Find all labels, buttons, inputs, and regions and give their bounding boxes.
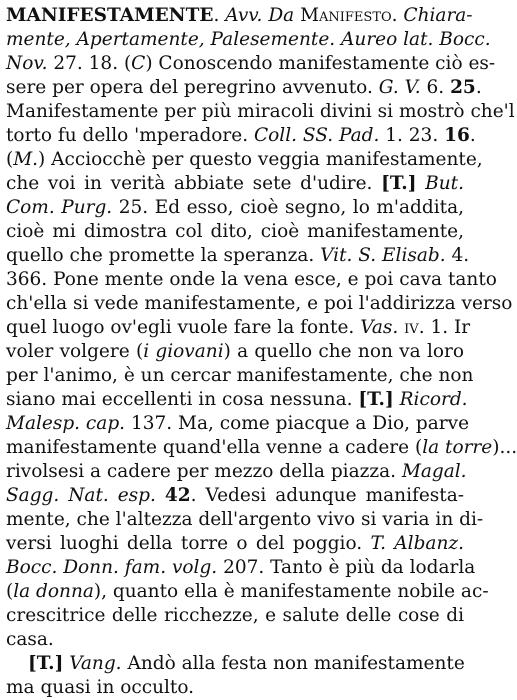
entry-text: Andò alla festa non manifestamente <box>121 653 465 674</box>
entry-text: G. V. <box>378 77 421 98</box>
entry-text: per l'animo, è un cercar manifestamente, che non <box>6 365 474 386</box>
entry-text <box>156 485 165 506</box>
entry-line <box>6 196 464 220</box>
entry-text: Magal. <box>401 461 467 482</box>
entry-text: ma quasi in occulto. <box>6 677 195 698</box>
entry-text: mente, che l'altezza dell'argento vivo si varia in di- <box>6 509 484 530</box>
entry-text: ) a quello che non va loro <box>223 341 464 362</box>
entry-text: cioè mi dimostra col dito, cioè manifestamente, <box>6 221 464 242</box>
entry-line <box>6 244 470 268</box>
entry-line <box>6 652 464 676</box>
entry-text: versi luoghi della torre o del poggio. <box>6 533 371 554</box>
entry-text: . <box>469 125 476 146</box>
entry-line <box>6 604 464 628</box>
entry-text: Bocc. Donn. fam. volg. <box>6 557 218 578</box>
dictionary-entry <box>6 4 517 698</box>
entry-text: casa. <box>6 629 54 650</box>
entry-text: Avv. Da <box>225 5 301 26</box>
entry-text: . <box>213 5 226 26</box>
entry-line <box>6 172 464 196</box>
entry-text: . Vedesi adunque manifesta- <box>190 485 464 506</box>
entry-line <box>6 460 467 484</box>
entry-text: 42 <box>164 485 191 506</box>
entry-text: crescitrice delle ricchezze, e salute delle cose di <box>6 605 464 626</box>
entry-line <box>6 28 491 52</box>
entry-text: 366. Pone mente onde la vena esce, e poi cava tanto <box>6 269 497 290</box>
entry-text: ( <box>6 149 14 170</box>
entry-line <box>6 388 468 412</box>
entry-line <box>6 268 497 292</box>
entry-text: quel luogo ov'egli vuole fare la fonte. <box>6 317 361 338</box>
entry-text: Coll. SS. Pad. <box>253 125 380 146</box>
entry-text: Chiara- <box>403 5 473 26</box>
entry-text: )... <box>492 437 517 458</box>
entry-text: siano mai eccellenti in cosa nessuna. <box>6 389 359 410</box>
entry-text: 207. Tanto è più da lodarla <box>217 557 476 578</box>
entry-text: [T.] <box>381 173 417 194</box>
entry-text: M. <box>13 149 39 170</box>
entry-line <box>6 580 489 604</box>
entry-text: voler volgere ( <box>6 341 144 362</box>
entry-line <box>6 316 471 340</box>
entry-line <box>6 556 476 580</box>
entry-text: But. <box>425 173 464 194</box>
entry-text: Ricord. <box>399 389 468 410</box>
entry-text: che voi in verità abbiate sete d'udire. <box>6 173 382 194</box>
entry-line <box>6 124 476 148</box>
entry-line <box>6 532 464 556</box>
entry-text: C <box>131 53 146 74</box>
entry-text: 137. Ma, come piacque a Dio, parve <box>125 413 470 434</box>
entry-text: [T.] <box>358 389 394 410</box>
entry-text: Vang. <box>69 653 122 674</box>
entry-text: 25. Ed esso, cioè segno, lo m'addita, <box>112 197 464 218</box>
entry-text: ) Conoscendo manifestamente ciò es- <box>145 53 496 74</box>
entry-text: Manifestamente per più miracoli divini si mostrò che'l <box>6 101 515 122</box>
entry-text: mente, Apertamente, Palesemente. Aureo lat. Bocc. <box>6 29 491 50</box>
entry-text: T. Albanz. <box>370 533 464 554</box>
entry-text: la donna <box>13 581 94 602</box>
entry-line <box>6 484 464 508</box>
entry-text: rivolsesi a cadere per mezzo della piazza. <box>6 461 402 482</box>
entry-line <box>6 364 474 388</box>
entry-line <box>6 628 464 652</box>
entry-text: quello che promette la speranza. <box>6 245 321 266</box>
entry-line <box>6 76 482 100</box>
entry-line <box>6 676 464 700</box>
entry-text: Sagg. Nat. esp. <box>6 485 156 506</box>
entry-text: . 1. Ir <box>418 317 471 338</box>
entry-text: Com. Purg. <box>6 197 113 218</box>
entry-text: . <box>475 77 482 98</box>
entry-text: torto fu dello 'mperadore. <box>6 125 254 146</box>
entry-text: sere per opera del peregrino avvenuto. <box>6 77 379 98</box>
entry-text: ) Acciocchè per questo veggia manifestamente, <box>38 149 483 170</box>
entry-line <box>6 52 496 76</box>
entry-text: Manifesto <box>300 5 392 26</box>
entry-text <box>416 173 425 194</box>
entry-text: i giovani <box>143 341 224 362</box>
entry-line <box>6 340 464 364</box>
entry-line <box>6 148 483 172</box>
entry-text: ( <box>6 581 14 602</box>
entry-text: 4. <box>445 245 470 266</box>
entry-text: la torre <box>422 437 493 458</box>
entry-line <box>6 412 470 436</box>
entry-text: 1. 23. <box>379 125 445 146</box>
entry-text: 16 <box>444 125 470 146</box>
entry-text: Vit. S. Elisab. <box>320 245 446 266</box>
entry-line <box>6 220 464 244</box>
entry-line <box>6 100 515 124</box>
entry-text: 27. 18. ( <box>47 53 132 74</box>
entry-text: Vas. <box>360 317 399 338</box>
entry-text: ch'ella si vede manifestamente, e poi l'addirizza verso <box>6 293 513 314</box>
entry-text: manifestamente quand'ella venne a cadere ( <box>6 437 423 458</box>
entry-text: [T.] <box>28 653 64 674</box>
entry-text: Nov. <box>6 53 48 74</box>
entry-text: Malesp. cap. <box>6 413 126 434</box>
entry-line <box>6 436 517 460</box>
entry-text: 6. <box>420 77 451 98</box>
entry-text: iv <box>404 317 419 338</box>
headword: MANIFESTAMENTE <box>6 5 214 26</box>
entry-text: ), quanto ella è manifestamente nobile ac- <box>93 581 489 602</box>
entry-line <box>6 292 513 316</box>
entry-line <box>6 508 484 532</box>
entry-text: . <box>391 5 404 26</box>
entry-text: 25 <box>450 77 476 98</box>
entry-line <box>6 4 473 28</box>
